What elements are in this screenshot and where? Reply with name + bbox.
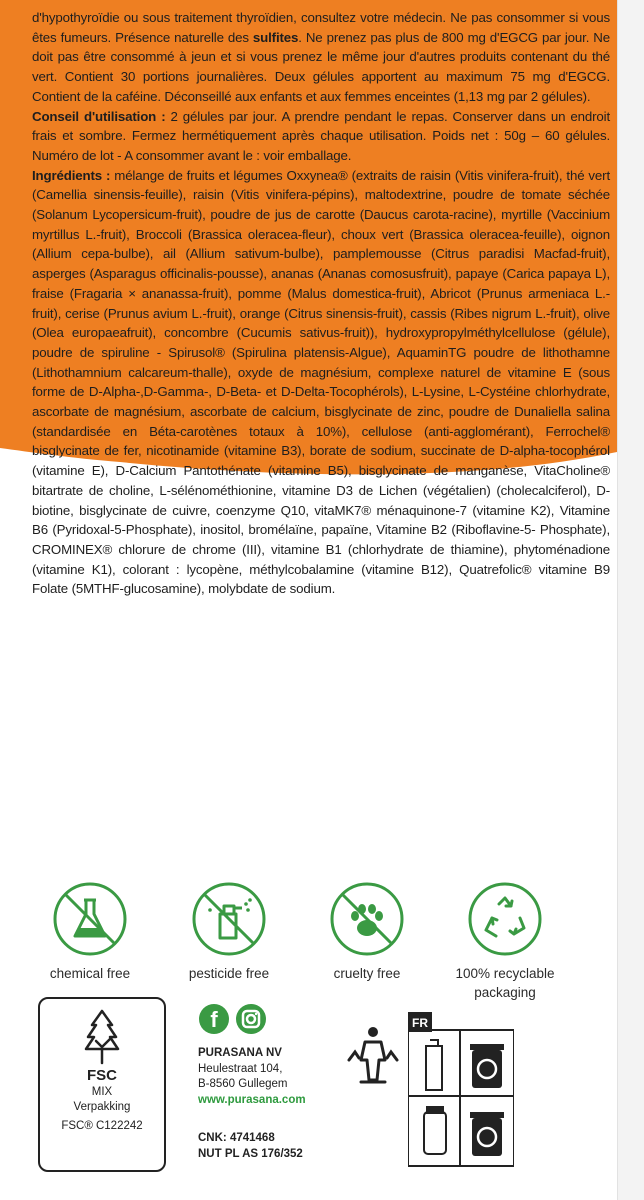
- company-name: PURASANA NV: [198, 1047, 282, 1059]
- ingredients-paragraph: Ingrédients : mélange de fruits et légumes Oxxynea® (extraits de raisin (Vitis vinifera-fruit), thé vert (Camellia sinensis-feuille), raisin (Vitis vinifera-pépins), maltodextrine, poudre de tomate séchée (Solanum Lycopersicum-fruit), poudre de jus de carotte (Daucus carota-racine), myrtille (Vaccinium myrtillus L.-fruit), Broccoli (Brassica oleracea-fleur), choux vert (Brassica oleracea-feuille), oignon (Allium cepa-bulbe), ail (Allium sativum-bulbe), pamplemousse (Citrus paradisi Macfad-fruit), asperges (Asparagus officinalis-pousse), ananas (Ananas comosusfruit), papaye (Carica papaya L), fraise (Fragaria × ananassa-fruit), pomme (Malus domestica-fruit), Abricot (Prunus armeniaca L.-fruit), cerise (Prunus avium L.-fruit), orange (Citrus sinensis-fruit), cassis (Ribes nigrum L.-fruit), olive (Olea europaeafruit), concombre (Cucumis sativus-fruit)), hydroxypropylméthylcellulose (gélule), poudre de spiruline - Spirusol® (Spirulina platensis-Algue), AquaminTG poudre de lithothamne (Lithothamnium calcareum-thalle), oxyde de magnésium, complexe naturel de vitamine E (sous forme de D-Alpha-,D-Gamma-, D-Beta- et D-Delta-Tocophérols), L-Lysine, L-Cystéine chlorhydrate, ascorbate de magnésium, ascorbate de calcium, bisglycinate de zinc, poudre de Dunaliella salina (standardisée en Béta-carotènes totaux à 10%), cellulose (anti-agglomérant), Ferrochel® bisglycinate de fer, nicotinamide (vitamine B3), borate de sodium, succinate de D-alpha-tocophérol (vitamine E), D-Calcium Pantothénate (vitamine B5), bisglycinate de manganèse, VitaCholine® bitartrate de choline, L-sélénométhionine, vitamine D3 de Lichen (végétalien) (cholecalciferol), D-biotine, bisglycinate de cuivre, coenzyme Q10, vitaMK7® ménaquinone-7 (vitamine K2), Vitamine B6 (Pyridoxal-5-Phosphate), inositol, bromélaïne, papaïne, Vitamine B2 (Riboflavine-5- Phosphate), CROMINEX® chlorure de chrome (III), vitamine B1 (chlorhydrate de thiamine), phytoménadione (vitamine K1), colorant : lycopène, méthylcobalamine (vitamine B12), Quatrefolic® vitamine B9 Folate (5MTHF-glucosamine), molybdate de sodium.: [32, 167, 610, 597]
- usage-title: Conseil d'utilisation :: [32, 108, 166, 124]
- triman-icon: [345, 1020, 401, 1090]
- claims-row: [0, 880, 617, 1010]
- company-street: Heulestraat 104,: [198, 1062, 283, 1075]
- claim-label: chemical free: [49, 966, 131, 981]
- spray-crossed-icon: [190, 880, 268, 958]
- fsc-tree-icon: [72, 1007, 132, 1067]
- country-code: FR: [412, 1016, 428, 1030]
- fsc-logo-text: FSC: [87, 1067, 117, 1084]
- social-icons: [197, 1002, 277, 1041]
- recycling-info-panel: [408, 1012, 514, 1172]
- nut-code: NUT PL AS 176/352: [198, 1147, 303, 1160]
- package-side-edge: [617, 0, 644, 1200]
- facebook-icon[interactable]: [199, 1004, 229, 1034]
- svg-text:f: f: [210, 1007, 218, 1032]
- recycle-icon: [466, 880, 544, 958]
- claim-pesticide-free: [164, 880, 294, 983]
- ingredients-title: Ingrédients :: [32, 167, 111, 183]
- claim-recyclable: [440, 880, 570, 1002]
- fsc-mix: MIX: [91, 1086, 113, 1098]
- flask-crossed-icon: [51, 880, 129, 958]
- usage-paragraph: Conseil d'utilisation : 2 gélules par jour. A prendre pendant le repas. Conserver dans un endroit frais et sombre. Fermez hermétiquement après chaque utilisation. Poids net : 50g – 60 gélules. Numéro de lot - A consommer avant le : voir emballage.: [32, 108, 610, 163]
- fsc-material: Verpakking: [73, 1101, 131, 1113]
- instagram-icon[interactable]: [236, 1004, 266, 1034]
- bin-icon: [472, 1118, 502, 1156]
- warnings-paragraph: d'hypothyroïdie ou sous traitement thyroïdien, consultez votre médecin. Ne pas consommer si vous êtes fumeurs. Présence naturelle des sulfites. Ne prenez pas plus de 800 mg d'EGCG par jour. Ne doit pas être consommé à jeun et si vous prenez le même jour d'autres produits contenant du thé vert. Contient 30 portions journalières. Deux gélules apportent au maximum 75 mg d'EGCG. Contient de la caféine. Déconseillé aux enfants et aux femmes enceintes (1,13 mg par 2 gélules).: [32, 10, 610, 104]
- fsc-code: FSC® C122242: [61, 1120, 143, 1132]
- cnk-code: CNK: 4741468: [198, 1132, 275, 1144]
- product-codes: [198, 1131, 303, 1162]
- company-address: [198, 1046, 306, 1108]
- claim-label: 100% recyclable packaging: [455, 966, 555, 1000]
- label-text: [32, 8, 610, 599]
- fsc-certification: [38, 997, 166, 1172]
- bin-icon: [472, 1050, 502, 1088]
- claim-cruelty-free: [302, 880, 432, 983]
- company-city: B-8560 Gullegem: [198, 1078, 288, 1090]
- claim-chemical-free: [25, 880, 155, 983]
- claim-label: pesticide free: [188, 966, 270, 981]
- paw-crossed-icon: [328, 880, 406, 958]
- company-website-link[interactable]: www.purasana.com: [198, 1093, 306, 1106]
- claim-label: cruelty free: [333, 966, 401, 981]
